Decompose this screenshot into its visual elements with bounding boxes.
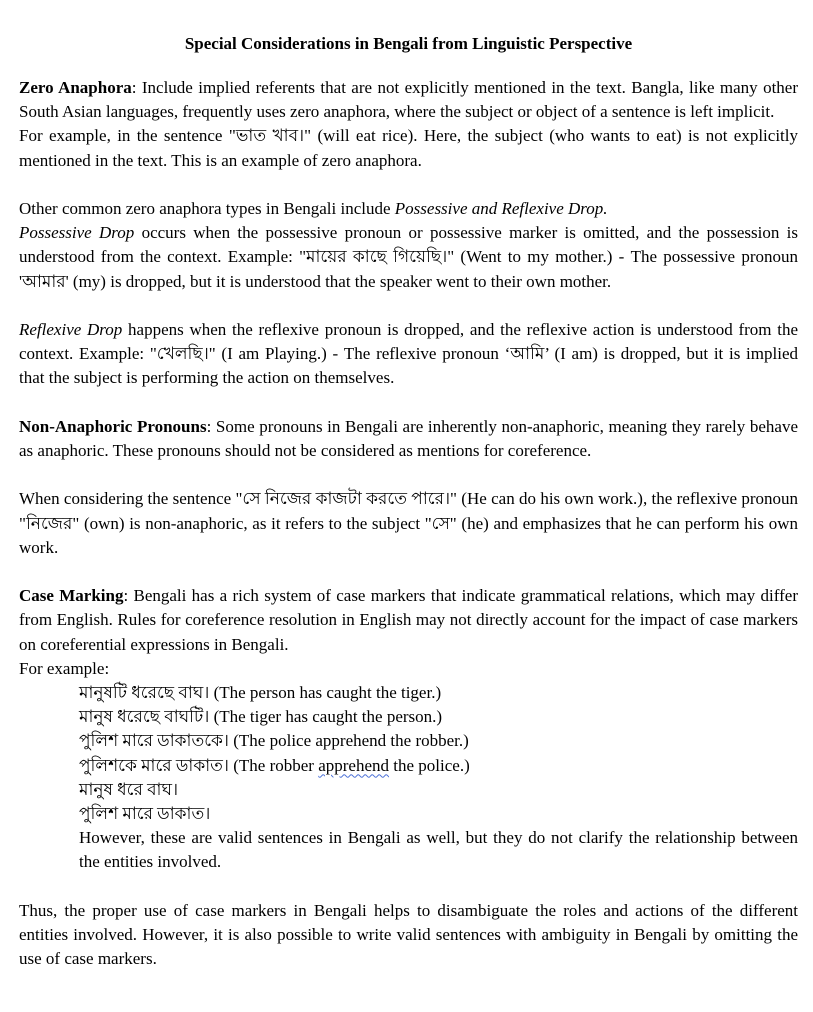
other-types-lead: Other common zero anaphora types in Bengali include (19, 199, 395, 218)
example-line: পুলিশ মারে ডাকাতকে। (The police apprehend the robber.) (79, 731, 469, 751)
example-4-pre: পুলিশকে মারে ডাকাত। (The robber (79, 755, 319, 775)
example-line: মানুষটি ধরেছে বাঘ। (The person has caught the tiger.) (79, 683, 442, 702)
case-marking-examples (19, 681, 798, 826)
zero-anaphora-example: For example, in the sentence "ভাত খাব।" (will eat rice). Here, the subject (who wants to eat) is not explicitly mentioned in the text. This is an example of zero anaphora. (19, 126, 798, 170)
document-title: Special Considerations in Bengali from Linguistic Perspective (184, 34, 633, 53)
zero-anaphora-paragraph (19, 76, 798, 124)
spacer (19, 173, 798, 197)
ambiguous-example-line: মানুষ ধরে বাঘ। (79, 779, 179, 799)
reflexive-drop-term: Reflexive Drop (19, 320, 123, 339)
zero-anaphora-heading: Zero Anaphora (19, 78, 132, 97)
reflexive-drop-paragraph (19, 318, 798, 391)
example-line: মানুষ ধরেছে বাঘটি। (The tiger has caught the person.) (79, 707, 443, 727)
possessive-drop-term: Possessive Drop (19, 223, 135, 243)
conclusion-paragraph: Thus, the proper use of case markers in Bengali helps to disambiguate the roles and actions of the different entities involved. However, it is also possible to write valid sentences with ambiguity in Bengali by omitting the use of case markers. (19, 900, 798, 969)
possessive-drop-body: occurs when the possessive pronoun or possessive marker is omitted, and the possession is understood from the context. Example: "মায়ের কাছে গিয়েছি।" (Went to my mother.) - The possessive pronoun 'আমার' (my) is dropped, but it is understood that the speaker went to their own mother. (19, 223, 798, 291)
non-anaphoric-body: : Some pronouns in Bengali are inherently non-anaphoric, meaning they rarely behave as anaphoric. These pronouns should not be considered as mentions for coreference. (19, 416, 798, 460)
spacer (19, 560, 798, 584)
non-anaphoric-heading: Non-Anaphoric Pronouns (19, 416, 207, 436)
spacer (19, 294, 798, 318)
case-marking-note: However, these are valid sentences in Bengali as well, but they do not clarify the relationship between the entities involved. (79, 828, 798, 872)
case-marking-paragraph (19, 584, 798, 657)
for-example-label: For example: (19, 658, 110, 678)
spacer (19, 391, 798, 415)
example-4-post: the police.) (389, 755, 470, 775)
spacer (19, 463, 798, 487)
zero-anaphora-body: : Include implied referents that are not explicitly mentioned in the text. Bangla, like many other South Asian languages, frequently uses zero anaphora, where the subject or object of a sentence is left implicit. (19, 78, 798, 122)
non-anaphoric-example: When considering the sentence "সে নিজের কাজটা করতে পারে।" (He can do his own work.), the reflexive pronoun "নিজের" (own) is non-anaphoric, as it refers to the subject "সে" (he) and emphasizes that he can perform his own work. (19, 489, 798, 557)
spacer (19, 875, 798, 899)
other-types-italic: Possessive and Reflexive Drop. (394, 199, 608, 218)
possessive-drop-paragraph (19, 221, 798, 294)
case-marking-heading: Case Marking (19, 586, 124, 606)
ambiguous-example-line: পুলিশ মারে ডাকাত। (79, 804, 211, 824)
reflexive-drop-body: happens when the reflexive pronoun is dropped, and the reflexive action is understood from the context. Example: "খেলছি।" (I am Playing.) - The reflexive pronoun ‘আমি’ (I am) is dropped, but it is implied that the subject is performing the action on themselves. (19, 320, 798, 388)
non-anaphoric-paragraph (19, 415, 798, 463)
spellcheck-flagged-word[interactable]: apprehend (318, 755, 390, 775)
other-types-paragraph (19, 197, 798, 221)
case-marking-body: : Bengali has a rich system of case markers that indicate grammatical relations, which may differ from English. Rules for coreference resolution in English may not directly account for the impact of case markers on coreferential expressions in Bengali. (19, 586, 798, 654)
example-line (79, 754, 798, 778)
